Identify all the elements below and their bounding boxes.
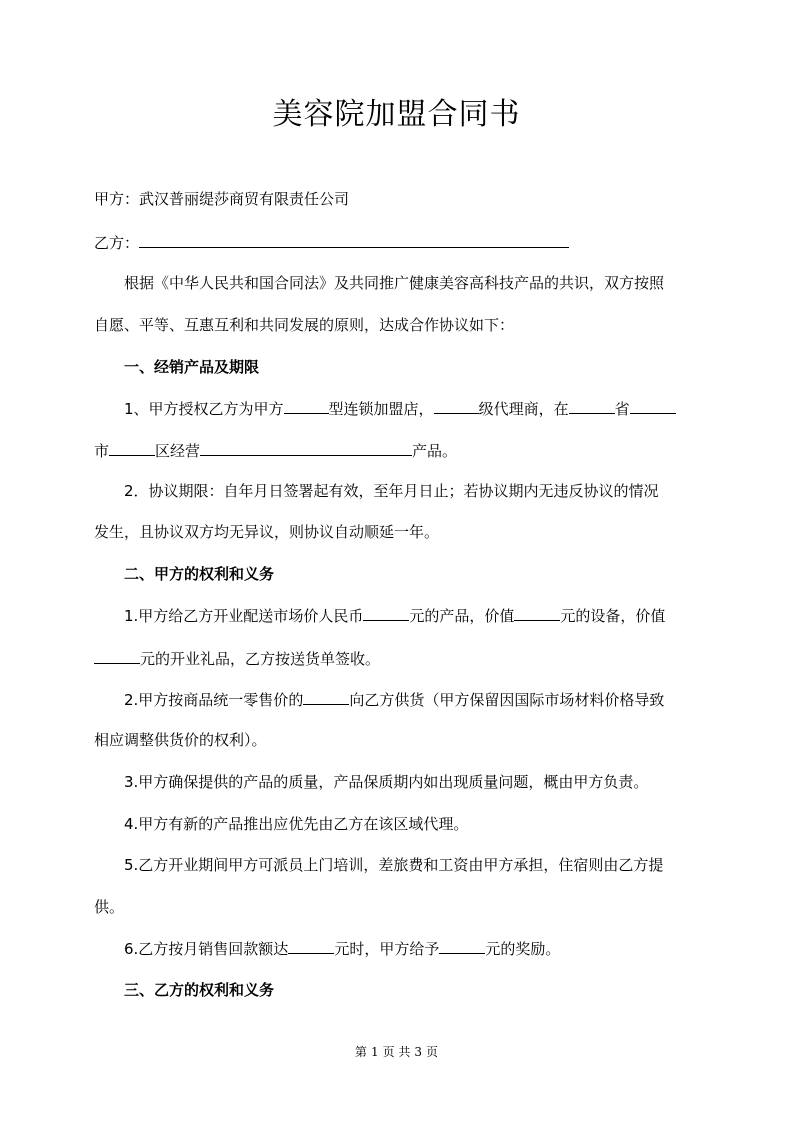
discount-blank[interactable] — [303, 689, 349, 705]
text-fragment: 型连锁加盟店， — [328, 400, 434, 418]
text-fragment: 元的产品，价值 — [409, 607, 515, 625]
sales-target-blank[interactable] — [288, 938, 334, 954]
section-1-item-2-line-1: 2．协议期限：自年月日签署起有效，至年月日止；若协议期内无违反协议的情况 — [124, 482, 659, 500]
section-2-item-1-line-2 — [94, 648, 700, 669]
footer-suffix: 页 — [426, 1045, 439, 1059]
section-2-heading: 二、甲方的权利和义务 — [124, 565, 275, 583]
footer-current-page: 1 — [370, 1045, 379, 1059]
city-blank[interactable] — [630, 398, 676, 414]
party-b-blank[interactable] — [139, 232, 569, 248]
text-fragment: 1.甲方给乙方开业配送市场价人民币 — [124, 607, 364, 625]
text-fragment: 省 — [614, 400, 630, 418]
product-value-blank[interactable] — [363, 605, 409, 621]
section-2-item-5-line-2: 供。 — [94, 898, 125, 916]
preamble-line-1: 根据《中华人民共和国合同法》及共同推广健康美容高科技产品的共识，双方按照 — [124, 274, 665, 292]
gift-value-blank[interactable] — [94, 648, 140, 664]
section-2-item-5-line-1: 5.乙方开业期间甲方可派员上门培训，差旅费和工资由甲方承担，住宿则由乙方提 — [124, 856, 664, 874]
equipment-value-blank[interactable] — [514, 605, 560, 621]
text-fragment: 2.甲方按商品统一零售价的 — [124, 691, 304, 709]
section-1-item-1-line-1 — [94, 398, 730, 419]
reward-blank[interactable] — [439, 938, 485, 954]
text-fragment: 1、甲方授权乙方为甲方 — [124, 400, 284, 418]
document-title: 美容院加盟合同书 — [272, 97, 521, 132]
text-fragment: 区经营 — [155, 442, 201, 460]
party-a-line: 甲方：武汉普丽缇莎商贸有限责任公司 — [94, 190, 350, 208]
footer-middle: 页 共 — [382, 1045, 411, 1059]
page-footer — [0, 1044, 793, 1060]
district-blank[interactable] — [109, 440, 155, 456]
footer-total-pages: 3 — [414, 1045, 423, 1059]
store-type-blank[interactable] — [284, 398, 329, 414]
text-fragment: 元的开业礼品，乙方按送货单签收。 — [140, 650, 381, 668]
section-2-item-3: 3.甲方确保提供的产品的质量，产品保质期内如出现质量问题，概由甲方负责。 — [124, 773, 649, 791]
section-3-heading: 三、乙方的权利和义务 — [124, 981, 275, 999]
section-1-heading: 一、经销产品及期限 — [124, 358, 260, 376]
text-fragment: 元的设备，价值 — [560, 607, 666, 625]
text-fragment: 向乙方供货（甲方保留因国际市场材料价格导致 — [349, 691, 665, 709]
agent-level-blank[interactable] — [434, 398, 479, 414]
section-1-item-2-line-2: 发生，且协议双方均无异议，则协议自动顺延一年。 — [94, 523, 440, 541]
text-fragment: 元的奖励。 — [485, 940, 561, 958]
section-2-item-6 — [94, 938, 730, 959]
section-1-item-1-line-2 — [94, 440, 700, 461]
party-b-label: 乙方： — [94, 234, 140, 252]
section-2-item-4: 4.甲方有新的产品推出应优先由乙方在该区域代理。 — [124, 815, 469, 833]
section-2-item-2-line-2: 相应调整供货价的权利）。 — [94, 731, 267, 749]
text-fragment: 6.乙方按月销售回款额达 — [124, 940, 289, 958]
text-fragment: 级代理商，在 — [478, 400, 569, 418]
preamble-line-2: 自愿、平等、互惠互利和共同发展的原则，达成合作协议如下： — [94, 316, 515, 334]
section-2-item-1-line-1 — [94, 605, 730, 626]
text-fragment: 产品。 — [412, 442, 458, 460]
text-fragment: 元时，甲方给予 — [334, 940, 440, 958]
section-2-item-2-line-1 — [94, 689, 730, 710]
text-fragment: 市 — [94, 442, 110, 460]
party-b-line — [94, 232, 700, 253]
province-blank[interactable] — [569, 398, 615, 414]
footer-prefix: 第 — [354, 1045, 367, 1059]
product-blank[interactable] — [200, 440, 412, 456]
